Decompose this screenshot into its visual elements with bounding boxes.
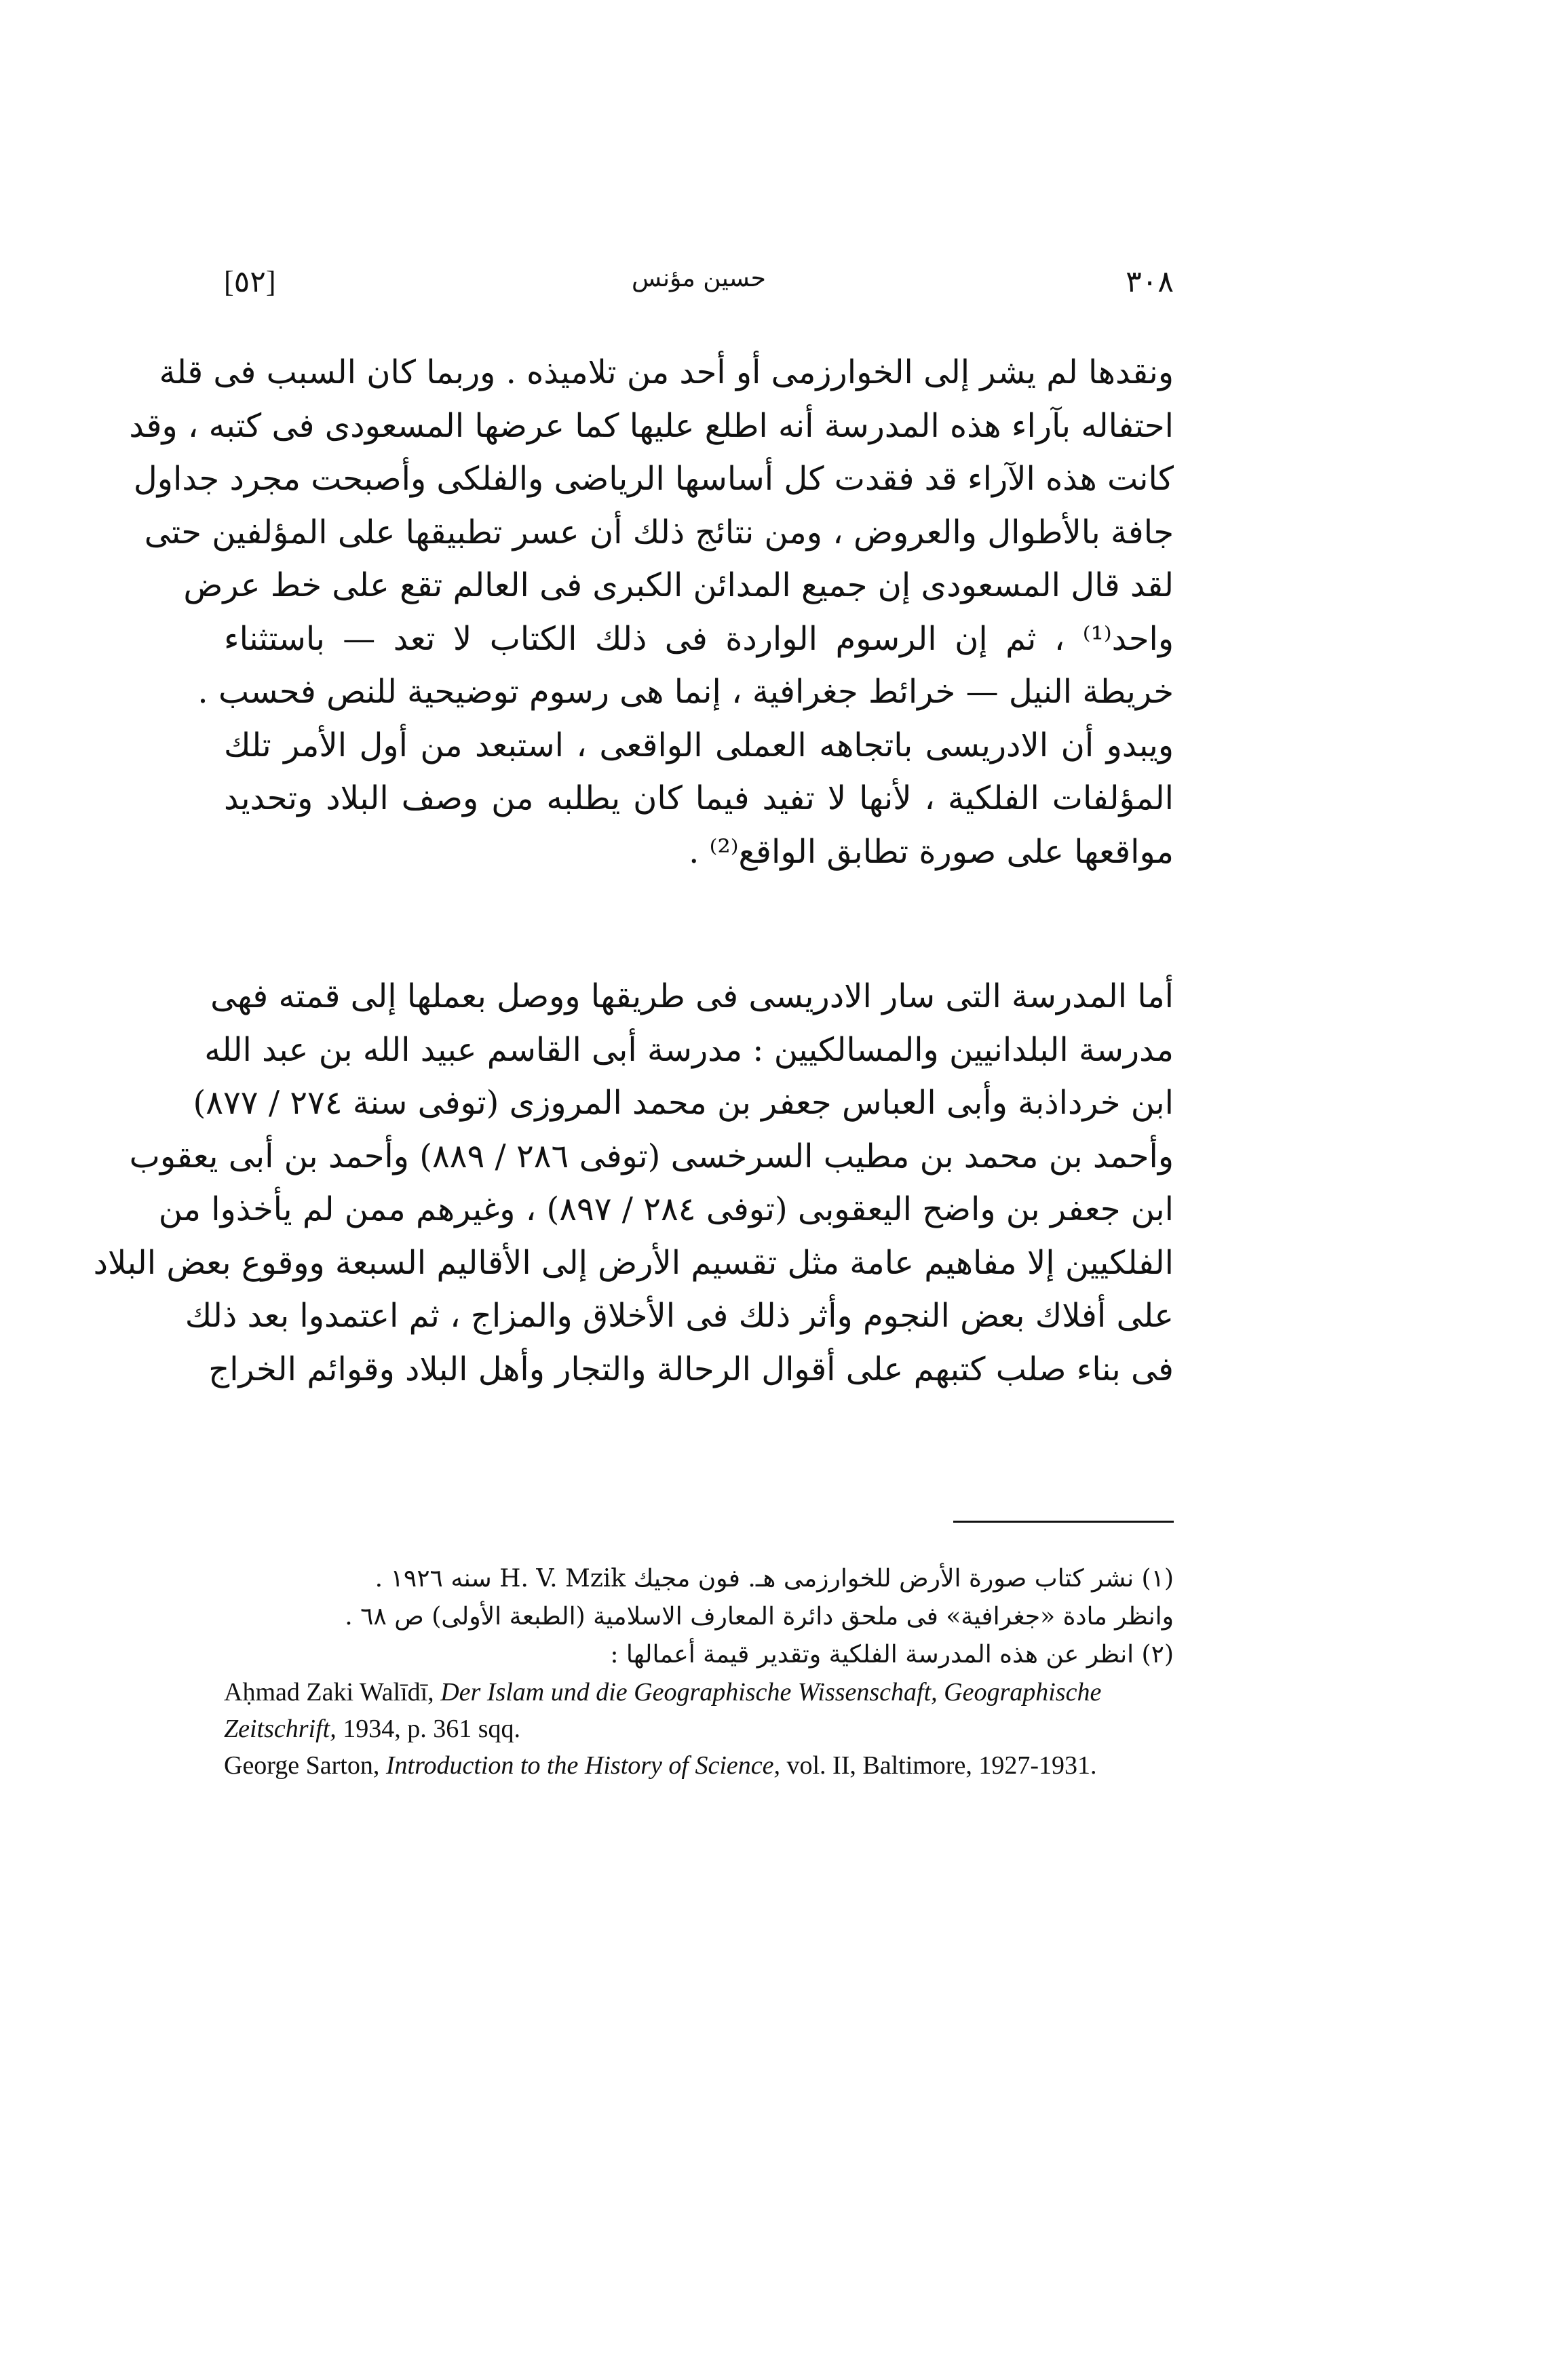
text-line: مدرسة البلدانيين والمسالكيين : مدرسة أبى القاسم عبيد الله بن عبد الله bbox=[204, 1030, 1174, 1069]
text-line: على أفلاك بعض النجوم وأثر ذلك فى الأخلاق والمزاج ، ثم اعتمدوا بعد ذلك bbox=[185, 1297, 1174, 1335]
reference-sarton bbox=[224, 1747, 1174, 1784]
footnote-1-continued: وانظر مادة «جغرافية» فى ملحق دائرة المعارف الاسلامية (الطبعة الأولى) ص ٦٨ . bbox=[345, 1603, 1174, 1631]
text-line: خريطة النيل — خرائط جغرافية ، إنما هى رسوم توضيحية للنص فحسب . bbox=[197, 673, 1174, 711]
paragraph-2 bbox=[93, 970, 1174, 1396]
footnote-2: (٢) انظر عن هذه المدرسة الفلكية وتقدير قيمة أعمالها : bbox=[610, 1641, 1174, 1669]
page-header bbox=[224, 265, 1174, 312]
text-line: واحد⁽¹⁾ ، ثم إن الرسوم الواردة فى ذلك الكتاب لا تعد — باستثناء bbox=[224, 619, 1174, 658]
text-line: لقد قال المسعودى إن جميع المدائن الكبرى فى العالم تقع على خط عرض bbox=[183, 566, 1174, 604]
text-line: ابن جعفر بن واضح اليعقوبى (توفى ٢٨٤ / ٨٩٧) ، وغيرهم ممن لم يأخذوا من bbox=[158, 1190, 1174, 1228]
footnote-divider bbox=[953, 1521, 1174, 1523]
reference-title: Introduction to the History of Science, bbox=[385, 1751, 780, 1780]
text-line: ونقدها لم يشر إلى الخوارزمى أو أحد من تلاميذه . وربما كان السبب فى قلة bbox=[159, 353, 1174, 391]
paragraph-1 bbox=[129, 346, 1174, 878]
text-line: احتفاله بآراء هذه المدرسة أنه اطلع عليها كما عرضها المسعودى فى كتبه ، وقد bbox=[129, 406, 1174, 445]
reference-details: vol. II, Baltimore, 1927-1931. bbox=[786, 1751, 1097, 1780]
reference-walidi bbox=[224, 1674, 1174, 1747]
text-line: المؤلفات الفلكية ، لأنها لا تفيد فيما كان يطلبه من وصف البلاد وتحديد bbox=[224, 779, 1174, 817]
page-number: ٣٠٨ bbox=[1126, 265, 1174, 299]
text-line: ويبدو أن الادريسى باتجاهه العملى الواقعى ، استبعد من أول الأمر تلك bbox=[224, 726, 1174, 764]
running-head-author: حسين مؤنس bbox=[632, 265, 766, 292]
text-line: وأحمد بن محمد بن مطيب السرخسى (توفى ٢٨٦ / ٨٨٩) وأحمد بن أبى يعقوب bbox=[129, 1137, 1174, 1175]
text-line: جافة بالأطوال والعروض ، ومن نتائج ذلك أن عسر تطبيقها على المؤلفين حتى bbox=[144, 513, 1174, 551]
reference-title: Der Islam und die Geographische Wissenschaft, Geographische Zeitschrift, bbox=[224, 1678, 1102, 1743]
footnotes bbox=[224, 1560, 1174, 1784]
text-line: الفلكيين إلا مفاهيم عامة مثل تقسيم الأرض إلى الأقاليم السبعة ووقوع بعض البلاد bbox=[93, 1243, 1174, 1282]
text-line: ابن خرداذبة وأبى العباس جعفر بن محمد المروزى (توفى سنة ٢٧٤ / ٨٧٧) bbox=[193, 1084, 1174, 1122]
reference-author: George Sarton, bbox=[224, 1751, 380, 1780]
section-marker: [٥٢] bbox=[224, 265, 276, 298]
text-line: مواقعها على صورة تطابق الواقع⁽²⁾ . bbox=[689, 832, 1174, 871]
reference-author: Aḥmad Zaki Walīdī, bbox=[224, 1678, 434, 1706]
text-line: كانت هذه الآراء قد فقدت كل أساسها الرياضى والفلكى وأصبحت مجرد جداول bbox=[133, 460, 1174, 498]
reference-details: 1934, p. 361 sqq. bbox=[343, 1715, 521, 1743]
text-line: فى بناء صلب كتبهم على أقوال الرحالة والتجار وأهل البلاد وقوائم الخراج bbox=[208, 1350, 1174, 1388]
text-line: أما المدرسة التى سار الادريسى فى طريقها ووصل بعملها إلى قمته فهى bbox=[210, 977, 1174, 1015]
footnote-1: (١) نشر كتاب صورة الأرض للخوارزمى هـ. فون مجيك H. V. Mzik سنه ١٩٢٦ . bbox=[375, 1565, 1174, 1593]
